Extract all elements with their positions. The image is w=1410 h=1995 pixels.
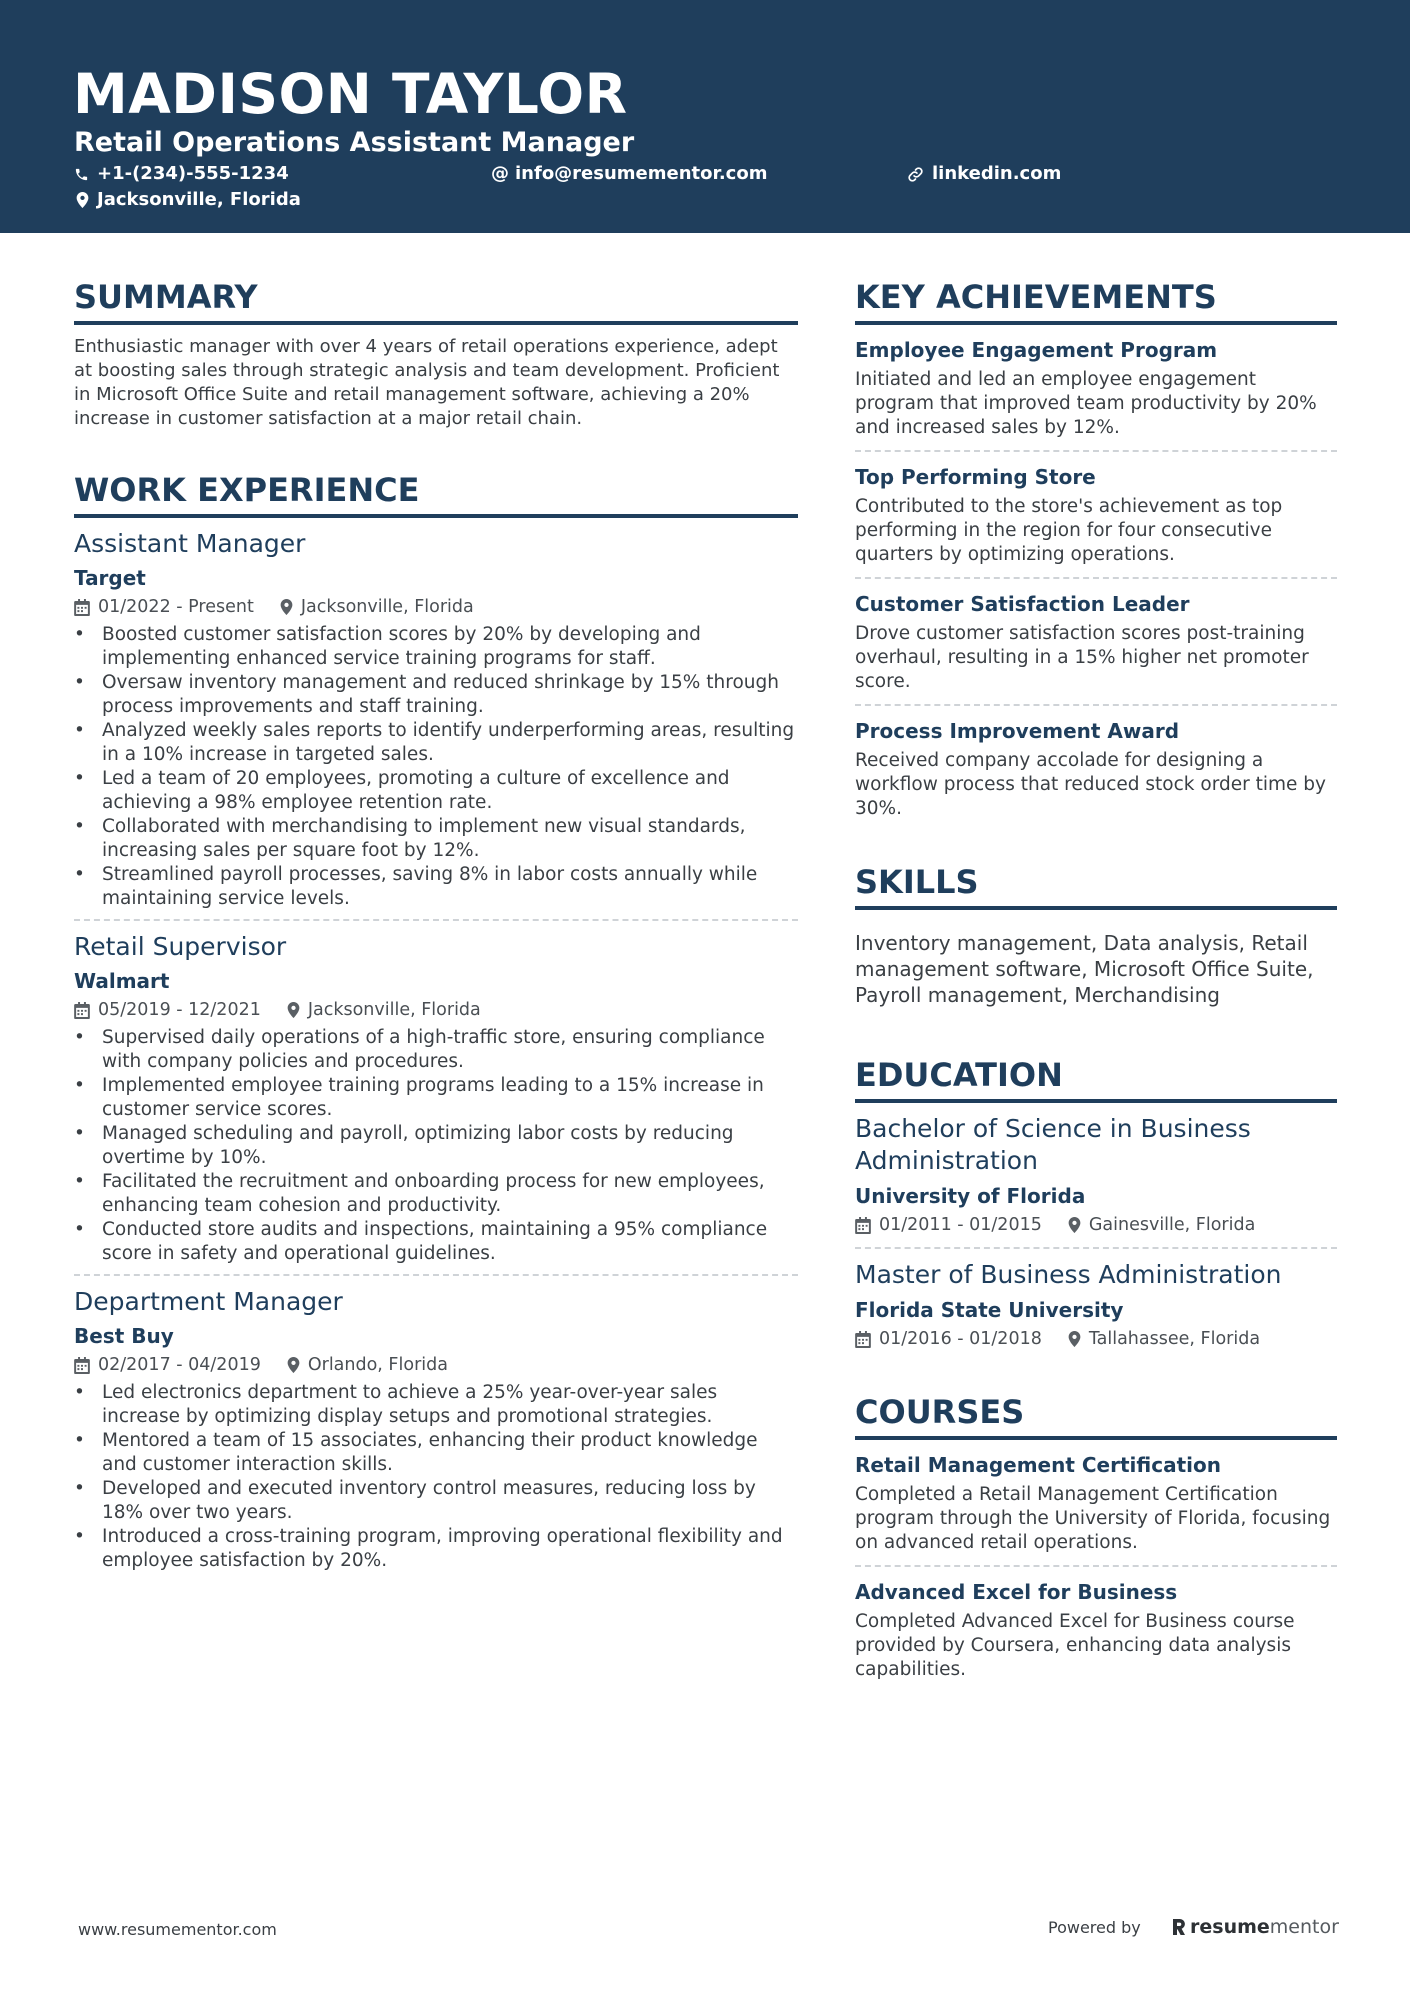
education-item [855, 1103, 1337, 1247]
achievement-item [855, 450, 1337, 577]
course-title: Retail Management Certification [855, 1453, 1221, 1477]
job-title: Assistant Manager [74, 529, 306, 558]
education-location-text: Gainesville, Florida [1088, 1215, 1256, 1235]
education-location-text: Tallahassee, Florida [1088, 1329, 1261, 1349]
contact-location [76, 189, 301, 211]
summary-section [74, 276, 798, 431]
job-bullets [74, 1026, 798, 1266]
contact-linkedin[interactable] [907, 163, 1061, 185]
job-bullet: • Led a team of 20 employees, promoting a culture of excellence and achieving a 98% employee retention rate. [74, 767, 798, 815]
at-icon: @ [491, 163, 509, 184]
job-bullet: • Introduced a cross-training program, improving operational flexibility and employee satisfaction by 20%. [74, 1525, 798, 1573]
skills-section [855, 861, 1337, 1008]
summary-heading: SUMMARY [74, 276, 798, 325]
job-bullet: • Boosted customer satisfaction scores by 20% by developing and implementing enhanced service training programs for staff. [74, 623, 798, 671]
education-degree: Master of Business Administration [855, 1260, 1282, 1289]
course-item [855, 1440, 1337, 1565]
education-section [855, 1054, 1337, 1361]
achievement-item [855, 704, 1337, 831]
course-desc: Completed a Retail Management Certification program through the University of Florida, focusing on advanced retail operations. [855, 1484, 1331, 1553]
achievement-desc: Received company accolade for designing a workflow process that reduced stock order time by 30%. [855, 750, 1326, 819]
course-title: Advanced Excel for Business [855, 1580, 1178, 1604]
resume-header [0, 0, 1410, 233]
job-bullet: • Conducted store audits and inspections, maintaining a 95% compliance score in safety and operational guidelines. [74, 1218, 798, 1266]
job-bullet: • Implemented employee training programs leading to a 15% increase in customer service scores. [74, 1074, 798, 1122]
company-name: Target [74, 566, 146, 590]
job-entry [74, 528, 798, 919]
job-bullet: • Mentored a team of 15 associates, enhancing their product knowledge and customer interaction skills. [74, 1429, 798, 1477]
job-location-text: Jacksonville, Florida [300, 597, 474, 617]
courses-section [855, 1391, 1337, 1692]
location-text: Jacksonville, Florida [97, 189, 301, 210]
education-degree: Bachelor of Science in Business Administration [855, 1114, 1251, 1175]
contact-email[interactable] [491, 163, 767, 185]
company-name: Walmart [74, 969, 170, 993]
candidate-title: Retail Operations Assistant Manager [74, 127, 635, 158]
achievement-item [855, 577, 1337, 704]
achievement-title: Customer Satisfaction Leader [855, 592, 1190, 616]
course-item [855, 1565, 1337, 1692]
job-bullet: • Facilitated the recruitment and onboarding process for new employees, enhancing team cohesion and productivity. [74, 1170, 798, 1218]
footer-url[interactable]: www.resumementor.com [78, 1920, 277, 1939]
education-location [1068, 1327, 1260, 1351]
job-location-text: Jacksonville, Florida [307, 1000, 481, 1020]
courses-heading: COURSES [855, 1391, 1337, 1440]
education-school: Florida State University [855, 1298, 1124, 1322]
email-text[interactable]: info@resumementor.com [515, 163, 768, 184]
education-item [855, 1247, 1337, 1361]
summary-text: Enthusiastic manager with over 4 years of retail operations experience, adept at boosting sales through strategic analysis and team development. Proficient in Microsoft Office Suite and retail management software, achieving a 20% increase in customer satisfaction at a major retail chain. [74, 336, 780, 429]
contact-phone [74, 163, 289, 185]
achievement-desc: Contributed to the store's achievement as top performing in the region for four consecutive quarters by optimizing operations. [855, 496, 1283, 565]
achievement-title: Process Improvement Award [855, 719, 1180, 743]
job-bullet: • Developed and executed inventory control measures, reducing loss by 18% over two years. [74, 1477, 798, 1525]
achievement-desc: Initiated and led an employee engagement program that improved team productivity by 20% and increased sales by 12%. [855, 369, 1317, 438]
job-bullet: • Collaborated with merchandising to implement new visual standards, increasing sales per square foot by 12%. [74, 815, 798, 863]
location-pin-icon [280, 599, 293, 615]
achievement-title: Top Performing Store [855, 465, 1096, 489]
phone-text: +1-(234)-555-1234 [97, 163, 289, 184]
education-meta [855, 1327, 1337, 1351]
achievements-section [855, 276, 1337, 831]
education-heading: EDUCATION [855, 1054, 1337, 1103]
job-dates: 02/2017 - 04/2019 [98, 1355, 261, 1375]
company-name: Best Buy [74, 1324, 174, 1348]
right-column [855, 276, 1337, 1692]
calendar-icon [855, 1331, 871, 1348]
job-meta [74, 998, 798, 1022]
job-bullets [74, 623, 798, 911]
skills-text: Inventory management, Data analysis, Retail management software, Microsoft Office Suite, Payroll management, Merchandising [855, 931, 1314, 1007]
location-pin-icon [1068, 1331, 1081, 1347]
job-dates: 05/2019 - 12/2021 [98, 1000, 261, 1020]
link-icon [907, 166, 924, 183]
calendar-icon [74, 1002, 90, 1019]
job-bullet: • Analyzed weekly sales reports to identify underperforming areas, resulting in a 10% increase in targeted sales. [74, 719, 798, 767]
education-dates: 01/2016 - 01/2018 [879, 1329, 1042, 1349]
education-dates: 01/2011 - 01/2015 [879, 1215, 1042, 1235]
job-location [287, 998, 481, 1022]
course-desc: Completed Advanced Excel for Business course provided by Coursera, enhancing data analysis capabilities. [855, 1611, 1295, 1680]
skills-heading: SKILLS [855, 861, 1337, 910]
job-dates: 01/2022 - Present [98, 597, 254, 617]
job-bullet: • Led electronics department to achieve a 25% year-over-year sales increase by optimizing display setups and promotional strategies. [74, 1381, 798, 1429]
job-bullet: • Supervised daily operations of a high-traffic store, ensuring compliance with company policies and procedures. [74, 1026, 798, 1074]
linkedin-text[interactable]: linkedin.com [932, 163, 1062, 184]
achievement-desc: Drove customer satisfaction scores post-training overhaul, resulting in a 15% higher net promoter score. [855, 623, 1309, 692]
job-bullet: • Streamlined payroll processes, saving 8% in labor costs annually while maintaining service levels. [74, 863, 798, 911]
job-location [280, 595, 474, 619]
phone-icon [74, 167, 89, 182]
education-location [1068, 1213, 1255, 1237]
location-pin-icon [76, 192, 89, 208]
job-location [287, 1353, 448, 1377]
education-meta [855, 1213, 1337, 1237]
job-title: Retail Supervisor [74, 932, 287, 961]
education-school: University of Florida [855, 1184, 1086, 1208]
job-bullets [74, 1381, 798, 1573]
job-entry [74, 1274, 798, 1581]
job-bullet: • Oversaw inventory management and reduced shrinkage by 15% through process improvements and staff training. [74, 671, 798, 719]
location-pin-icon [1068, 1217, 1081, 1233]
achievement-item [855, 325, 1337, 450]
location-pin-icon [287, 1357, 300, 1373]
brand-light: mentor [1269, 1916, 1339, 1938]
calendar-icon [74, 599, 90, 616]
brand-bold: resume [1190, 1916, 1270, 1938]
calendar-icon [74, 1357, 90, 1374]
resumementor-logo-icon [1170, 1917, 1186, 1937]
job-meta [74, 595, 798, 619]
location-pin-icon [287, 1002, 300, 1018]
job-location-text: Orlando, Florida [307, 1355, 448, 1375]
achievement-title: Employee Engagement Program [855, 338, 1218, 362]
experience-section [74, 469, 798, 1581]
powered-by-label: Powered by [1048, 1918, 1141, 1937]
calendar-icon [855, 1217, 871, 1234]
job-bullet: • Managed scheduling and payroll, optimizing labor costs by reducing overtime by 10%. [74, 1122, 798, 1170]
left-column [74, 276, 798, 1581]
job-meta [74, 1353, 798, 1377]
job-entry [74, 919, 798, 1274]
achievements-heading: KEY ACHIEVEMENTS [855, 276, 1337, 325]
candidate-name: MADISON TAYLOR [73, 62, 628, 126]
experience-heading: WORK EXPERIENCE [74, 469, 798, 518]
job-title: Department Manager [74, 1287, 343, 1316]
brand-logo[interactable] [1170, 1915, 1339, 1939]
